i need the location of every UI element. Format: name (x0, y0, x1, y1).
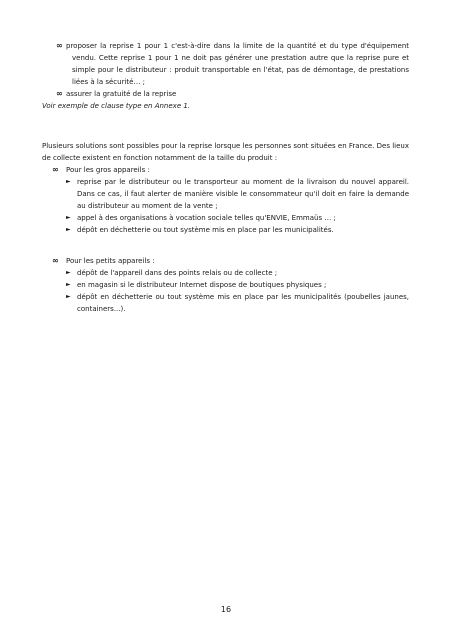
list-item-reprise-1-pour-1 (66, 40, 409, 88)
triangle-right-bullet-icon: ► (66, 293, 71, 300)
infinity-bullet-icon: ∞ (56, 89, 62, 98)
intro-paragraph (42, 140, 409, 164)
infinity-bullet-icon: ∞ (52, 165, 58, 174)
text-line: reprise par le distributeur ou le transporteur au moment de la livraison du nouvel appareil. (77, 178, 409, 186)
list-item-gratuite (66, 88, 409, 100)
list-item-points-relais (77, 267, 409, 279)
triangle-right-bullet-icon: ► (66, 281, 71, 288)
text-line: vendu. Cette reprise 1 pour 1 ne doit pas générer une prestation autre que la reprise pure et (72, 54, 409, 62)
text-line: containers...). (77, 305, 126, 313)
triangle-right-bullet-icon: ► (66, 214, 71, 221)
list-item-decheterie-municipalites (77, 291, 409, 315)
triangle-right-bullet-icon: ► (66, 178, 71, 185)
list-item-decheterie (77, 224, 409, 236)
text-line: assurer la gratuité de la reprise (66, 90, 177, 98)
text-line: proposer la reprise 1 pour 1 c'est-à-dire dans la limite de la quantité et du type d'équipement (66, 42, 409, 50)
small-appliances-header: Pour les petits appareils : (66, 257, 155, 265)
triangle-right-bullet-icon: ► (66, 226, 71, 233)
text-line: en magasin si le distributeur Internet dispose de boutiques physiques ; (77, 281, 327, 289)
text-line: au distributeur au moment de la vente ; (77, 202, 218, 210)
infinity-bullet-icon: ∞ (56, 41, 62, 50)
text-line: dépôt en déchetterie ou tout système mis en place par les municipalités. (77, 226, 334, 234)
text-line: liées à la sécurité… ; (72, 78, 146, 86)
list-item-magasin (77, 279, 409, 291)
text-line: Plusieurs solutions sont possibles pour la reprise lorsque les personnes sont situées en France. Des lieux (42, 142, 409, 150)
text-line: appel à des organisations à vocation sociale telles qu'ENVIE, Emmaüs … ; (77, 214, 336, 222)
text-line: dépôt en déchetterie ou tout système mis en place par les municipalités (poubelles jaunes, (77, 293, 409, 301)
text-line: simple pour le distributeur : produit transportable en l'état, pas de démontage, de prestations (72, 66, 409, 74)
text-line: dépôt de l'appareil dans des points relais ou de collecte ; (77, 269, 278, 277)
large-appliances-header: Pour les gros appareils : (66, 166, 150, 174)
page-number: 16 (220, 605, 232, 614)
list-item-reprise-livraison (77, 176, 409, 212)
list-item-organisations-sociales (77, 212, 409, 224)
text-line: de collecte existent en fonction notamment de la taille du produit : (42, 154, 278, 162)
infinity-bullet-icon: ∞ (52, 256, 58, 265)
text-line: Dans ce cas, il faut alerter de manière visible le consommateur qu'il doit en faire la demande (77, 190, 409, 198)
annex-note: Voir exemple de clause type en Annexe 1. (42, 102, 191, 110)
triangle-right-bullet-icon: ► (66, 269, 71, 276)
